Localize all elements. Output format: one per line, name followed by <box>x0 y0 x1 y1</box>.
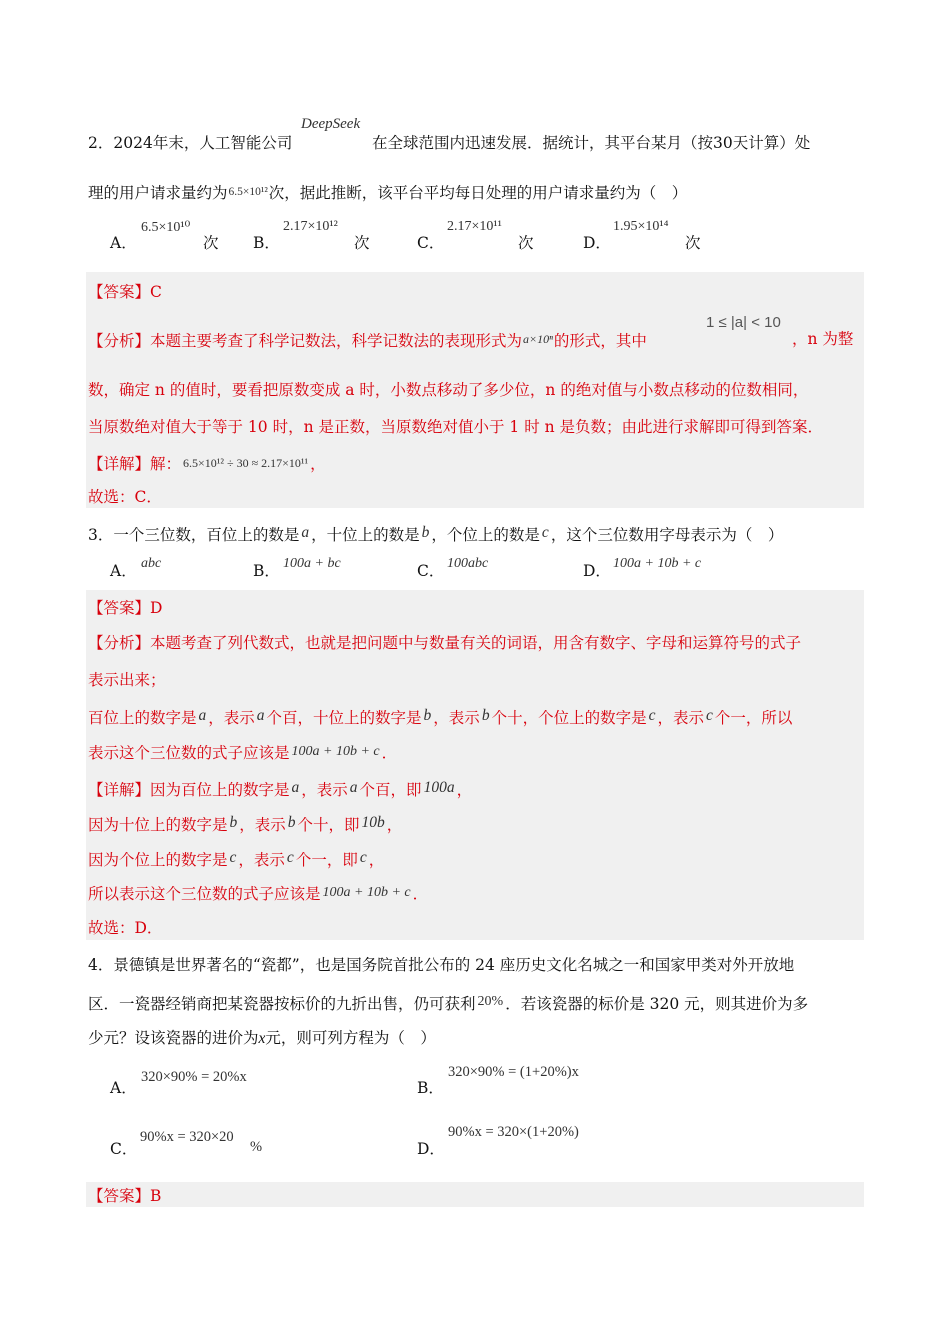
q3-answer-value: D <box>150 599 163 617</box>
q4-profit: 20% <box>477 994 504 1009</box>
q3-option-b-value: 100a + bc <box>283 556 341 571</box>
q3-number: 3． <box>88 526 114 544</box>
q2-analysis-line1 <box>88 328 647 352</box>
q3-analysis-line2: 表示出来； <box>88 671 166 689</box>
q4-answer-line <box>88 1185 161 1207</box>
q2-analysis-text-1c: ，n 为整 <box>792 330 854 348</box>
q3-option-a-value: abc <box>141 556 162 571</box>
q3-conclusion: 故选：D． <box>88 919 163 937</box>
q2-stem-part1: 2024年末，人工智能公司 <box>113 134 293 152</box>
q4-option-d[interactable]: D． <box>417 1140 445 1158</box>
q3-option-a[interactable]: A． <box>110 562 137 580</box>
q3-var-c: c <box>541 524 549 541</box>
q2-line2 <box>88 181 687 204</box>
q3-detail-line2: 因为十位上的数字是 b ，表示 b 个十，即 10b ， <box>88 814 403 834</box>
q4-line3: 少元？设该瓷器的进价为x元，则可列方程为（ ） <box>88 1029 436 1047</box>
q2-detail-text: 解： <box>150 455 182 473</box>
q2-option-b-unit: 次 <box>354 234 370 252</box>
q3-analysis-tag: 【分析】 <box>88 634 151 652</box>
q4-option-c-value: 90%x = 320×20 <box>140 1129 234 1145</box>
q2-line1 <box>88 132 292 154</box>
q2-option-a[interactable] <box>110 232 137 254</box>
q2-detail-tag: 【详解】 <box>88 455 151 473</box>
q3-stem-part1: 一个三位数，百位上的数是 <box>113 526 300 544</box>
q2-number: 2． <box>88 134 114 152</box>
q2-analysis-line2: 数，确定 n 的值时，要看把原数变成 a 时，小数点移动了多少位，n 的绝对值与小数点移动的位数相同， <box>88 381 809 399</box>
q2-stem-part3: 理的用户请求量约为 <box>88 184 228 202</box>
q4-option-c-percent: % <box>250 1139 263 1155</box>
q3-stem-part2: ，十位上的数是 <box>311 526 420 544</box>
q3-analysis-line1 <box>88 632 801 654</box>
q2-option-d[interactable] <box>583 232 611 254</box>
q2-analysis-text-1b: 的形式，其中 <box>553 332 647 350</box>
q2-option-c-label: C． <box>417 234 445 252</box>
q4-option-c[interactable]: C． <box>110 1140 138 1158</box>
q3-stem-part4: ，这个三位数用字母表示为（ ） <box>550 526 784 544</box>
q3-option-d-value: 100a + 10b + c <box>613 556 702 571</box>
q3-detail-line1: 【详解】因为百位上的数字是 a ，表示 a 个百，即 100a ， <box>88 779 473 799</box>
q2-answer-tag: 【答案】 <box>88 283 151 301</box>
q2-option-b[interactable] <box>253 232 280 254</box>
q2-option-d-label: D． <box>583 234 611 252</box>
q4-answer-value: B <box>150 1187 162 1205</box>
q2-detail-formula: 6.5×10¹² ÷ 30 ≈ 2.17×10¹¹ <box>183 456 309 470</box>
q3-answer-line <box>88 597 162 619</box>
q2-option-d-value: 1.95×10¹⁴ <box>613 219 669 234</box>
q3-analysis-line4: 表示这个三位数的式子应该是 100a + 10b + c ． <box>88 744 398 762</box>
q2-conclusion: 故选：C． <box>88 488 162 506</box>
q3-option-b[interactable]: B． <box>253 562 280 580</box>
q2-answer-line <box>88 281 162 303</box>
q2-stem-part4: 次，据此推断，该平台平均每日处理的用户请求量约为（ ） <box>268 184 688 202</box>
q2-analysis-text-1a: 本题主要考查了科学记数法，科学记数法的表现形式为 <box>150 332 523 350</box>
q4-stem-line1: 景德镇是世界著名的“瓷都”，也是国务院首批公布的 24 座历史文化名城之一和国家甲类对外开放地 <box>113 956 795 974</box>
q4-line2: 区．一瓷器经销商把某瓷器按标价的九折出售，仍可获利 20% ．若该瓷器的标价是 320 元，则其进价为多 <box>88 994 809 1013</box>
q2-company-name: DeepSeek <box>301 116 361 132</box>
q2-option-b-value: 2.17×10¹² <box>283 219 338 234</box>
q3-option-d[interactable]: D． <box>583 562 611 580</box>
q2-detail-line <box>88 452 326 475</box>
q4-option-b[interactable]: B． <box>417 1079 444 1097</box>
q3-stem <box>88 522 783 546</box>
q2-stem-value: 6.5×10¹² <box>228 186 268 198</box>
q2-option-b-label: B． <box>253 234 280 252</box>
q2-analysis-line3: 当原数绝对值大于等于 10 时，n 是正数，当原数绝对值小于 1 时 n 是负数；由此进行求解即可得到答案． <box>88 418 824 436</box>
q3-var-a: a <box>301 524 310 541</box>
q4-answer-tag: 【答案】 <box>88 1187 151 1205</box>
q2-option-a-label: A． <box>110 234 137 252</box>
q4-option-a[interactable]: A． <box>110 1079 137 1097</box>
q3-detail-line3: 因为个位上的数字是 c ，表示 c 个一，即 c ， <box>88 849 385 869</box>
q2-option-d-unit: 次 <box>685 234 701 252</box>
q4-option-a-value: 320×90% = 20%x <box>141 1069 247 1085</box>
q3-analysis-expr: 100a + 10b + c <box>291 744 380 759</box>
q3-answer-tag: 【答案】 <box>88 599 151 617</box>
q4-line1 <box>88 954 794 976</box>
q2-option-a-value: 6.5×10¹⁰ <box>141 220 191 235</box>
q2-option-a-unit: 次 <box>203 234 219 252</box>
q3-stem-part3: ，个位上的数是 <box>431 526 540 544</box>
q4-solution-panel <box>86 1182 864 1207</box>
q4-number: 4． <box>88 956 114 974</box>
q3-detail-tag: 【详解】 <box>88 781 151 799</box>
q3-option-c[interactable]: C． <box>417 562 445 580</box>
q2-detail-comma: ， <box>310 455 326 473</box>
q3-analysis-text-1: 本题考查了列代数式，也就是把问题中与数量有关的词语，用含有数字、字母和运算符号的式子 <box>150 634 802 652</box>
q3-var-b: b <box>421 524 430 541</box>
q2-option-c-unit: 次 <box>518 234 534 252</box>
q2-option-c[interactable] <box>417 232 444 254</box>
q3-analysis-line3: 百位上的数字是 a ，表示 a 个百，十位上的数字是 b ，表示 b 个十，个位上的数字是 c ，表示 c 个一，所以 <box>88 707 793 727</box>
q2-range-formula: 1 ≤ |a| < 10 <box>706 314 781 331</box>
q2-sci-form: a×10ⁿ <box>523 332 553 346</box>
q4-option-d-value: 90%x = 320×(1+20%) <box>448 1124 579 1140</box>
q2-stem-part2: 在全球范围内迅速发展．据统计，其平台某月（按30天计算）处 <box>372 134 811 152</box>
q3-option-c-value: 100abc <box>447 556 489 571</box>
q2-analysis-tag: 【分析】 <box>88 332 151 350</box>
q2-option-c-value: 2.17×10¹¹ <box>447 219 502 234</box>
q3-detail-line4: 所以表示这个三位数的式子应该是 100a + 10b + c ． <box>88 885 429 903</box>
q4-option-b-value: 320×90% = (1+20%)x <box>448 1064 579 1080</box>
q2-answer-value: C <box>150 283 162 301</box>
